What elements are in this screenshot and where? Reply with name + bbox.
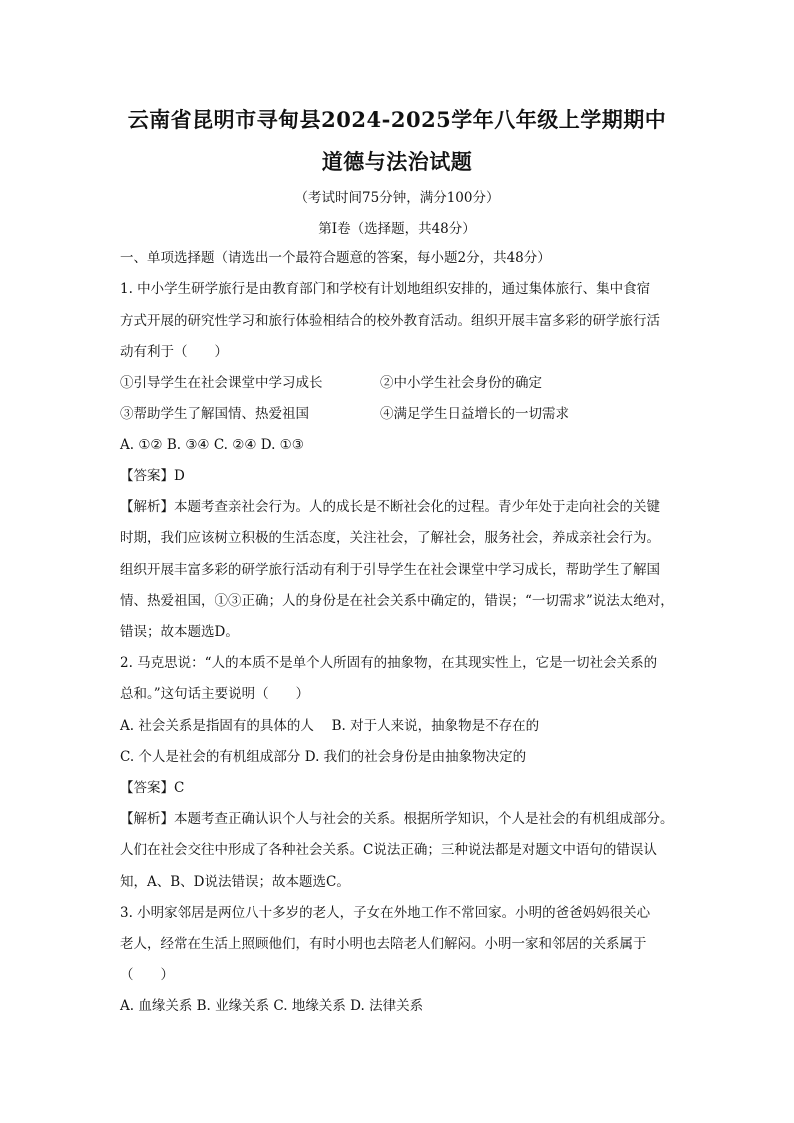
q2-stem-line2: 总和。”这句话主要说明（ ） (120, 686, 310, 702)
q1-answer: 【答案】D (120, 468, 185, 484)
q1-option-4: ④满足学生日益增长的一切需求 (380, 406, 569, 422)
exam-title-line1: 云南省昆明市寻甸县2024-2025学年八年级上学期期中 (127, 107, 667, 132)
q2-analysis-line2: 人们在社会交往中形成了各种社会关系。C说法正确；三种说法都是对题文中语句的错误认 (120, 842, 657, 858)
q1-stem-line1: 1. 中小学生研学旅行是由教育部门和学校有计划地组织安排的，通过集体旅行、集中食宿 (120, 281, 651, 297)
q1-analysis-line5: 错误；故本题选D。 (120, 624, 239, 640)
q1-analysis-line2: 时期，我们应该树立积极的生活态度，关注社会，了解社会，服务社会，养成亲社会行为。 (120, 530, 660, 546)
q2-analysis-line3: 知，A、B、D说法错误；故本题选C。 (120, 874, 350, 890)
q1-stem-line3: 动有利于（ ） (120, 344, 228, 360)
q1-option-3: ③帮助学生了解国情、热爱祖国 (120, 406, 309, 422)
q2-choices-line2: C. 个人是社会的有机组成部分 D. 我们的社会身份是由抽象物决定的 (120, 749, 527, 765)
q1-analysis-line1: 【解析】本题考查亲社会行为。人的成长是不断社会化的过程。青少年处于走向社会的关键 (120, 499, 660, 515)
q1-stem-line2: 方式开展的研究性学习和旅行体验相结合的校外教育活动。组织开展丰富多彩的研学旅行活 (120, 313, 660, 329)
q2-choices-line1: A. 社会关系是指固有的具体的人 B. 对于人来说，抽象物是不存在的 (120, 718, 540, 734)
q2-analysis-line1: 【解析】本题考查正确认识个人与社会的关系。根据所学知识，个人是社会的有机组成部分。 (120, 811, 674, 827)
q2-stem-line1: 2. 马克思说：“人的本质不是单个人所固有的抽象物，在其现实性上，它是一切社会关系的 (120, 655, 658, 671)
q3-stem-line3: （ ） (120, 967, 174, 983)
exam-info: （考试时间75分钟，满分100分） (294, 190, 500, 206)
volume-info: 第Ⅰ卷（选择题，共48分） (318, 221, 476, 237)
section-heading: 一、单项选择题（请选出一个最符合题意的答案，每小题2分，共48分） (120, 250, 551, 266)
q3-choices: A. 血缘关系 B. 业缘关系 C. 地缘关系 D. 法律关系 (120, 998, 424, 1014)
q1-option-1: ①引导学生在社会课堂中学习成长 (120, 375, 323, 391)
q3-stem-line1: 3. 小明家邻居是两位八十多岁的老人，子女在外地工作不常回家。小明的爸爸妈妈很关心 (120, 905, 651, 921)
q2-answer: 【答案】C (120, 780, 185, 796)
q1-choices: A. ①② B. ③④ C. ②④ D. ①③ (120, 437, 304, 453)
exam-title-line2: 道德与法治试题 (321, 149, 473, 174)
q1-analysis-line4: 情、热爱祖国，①③正确；人的身份是在社会关系中确定的，错误；“一切需求”说法太绝对， (120, 593, 674, 609)
q1-option-2: ②中小学生社会身份的确定 (380, 375, 542, 391)
q1-analysis-line3: 组织开展丰富多彩的研学旅行活动有利于引导学生在社会课堂中学习成长，帮助学生了解国 (120, 562, 660, 578)
q3-stem-line2: 老人，经常在生活上照顾他们，有时小明也去陪老人们解闷。小明一家和邻居的关系属于 (120, 936, 647, 952)
